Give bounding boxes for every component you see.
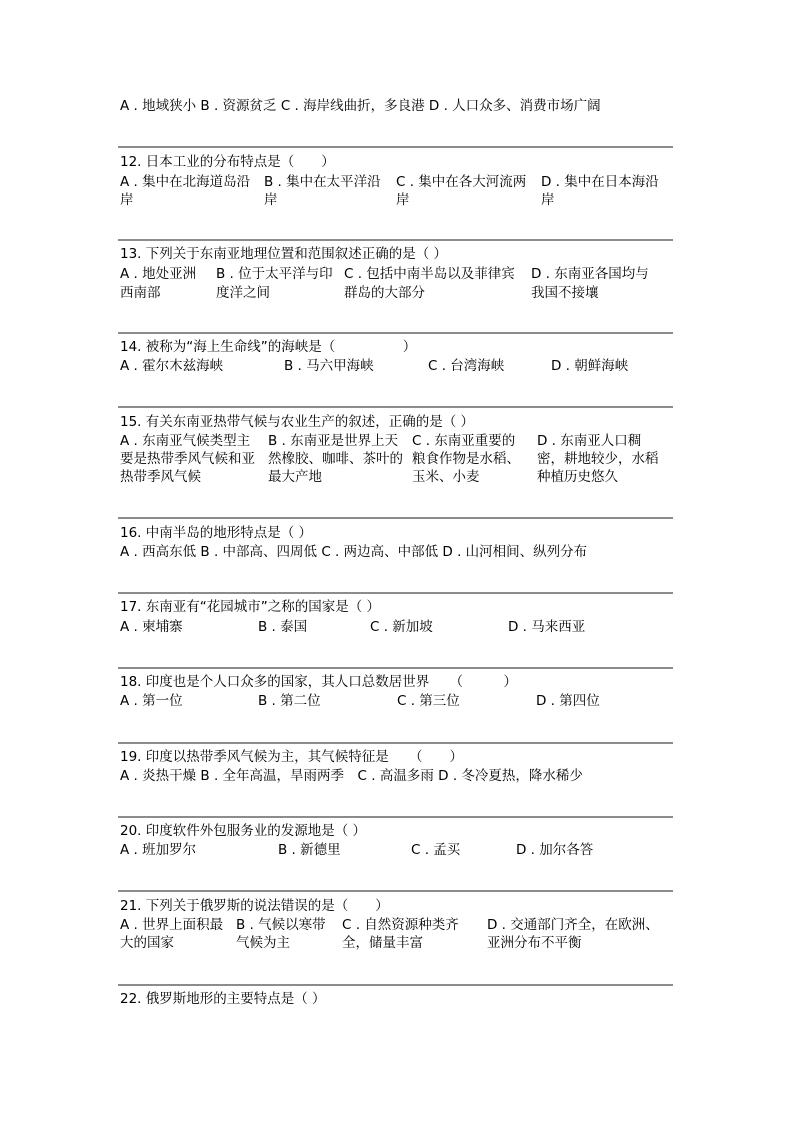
separator bbox=[118, 146, 673, 148]
q13-stem: 13. 下列关于东南亚地理位置和范围叙述正确的是（ ） bbox=[120, 246, 448, 262]
q12-option-b: B . 集中在太平洋沿 bbox=[264, 174, 381, 190]
q14-option-b: B . 马六甲海峡 bbox=[284, 358, 374, 374]
q17-option-d: D . 马来西亚 bbox=[508, 619, 586, 635]
q18-option-d: D . 第四位 bbox=[536, 693, 600, 709]
separator bbox=[118, 517, 673, 519]
q17-option-b: B . 泰国 bbox=[258, 619, 308, 635]
q21-option-d: D . 交通部门齐全，在欧洲、 bbox=[487, 917, 659, 933]
q12-option-d: D . 集中在日本海沿 bbox=[541, 174, 659, 190]
q12-option-a: A . 集中在北海道岛沿 bbox=[120, 174, 251, 190]
q21-option-a-cont: 大的国家 bbox=[120, 935, 174, 951]
q21-option-c: C . 自然资源种类齐 bbox=[342, 917, 459, 933]
q12-option-a-cont: 岸 bbox=[120, 192, 134, 208]
q12-option-d-cont: 岸 bbox=[541, 192, 555, 208]
separator bbox=[118, 239, 673, 241]
q17-option-c: C . 新加坡 bbox=[370, 619, 433, 635]
q16-options: A . 西高东低 B . 中部高、四周低 C . 两边高、中部低 D . 山河相间、纵列分布 bbox=[120, 544, 588, 560]
q16-stem: 16. 中南半岛的地形特点是（ ） bbox=[120, 525, 313, 541]
q21-stem: 21. 下列关于俄罗斯的说法错误的是（ ） bbox=[120, 898, 389, 914]
q15-option-c-cont: 粮食作物是水稻、 bbox=[412, 451, 520, 467]
q19-stem: 19. 印度以热带季风气候为主，其气候特征是 （ ） bbox=[120, 749, 464, 765]
separator bbox=[118, 984, 673, 986]
q12-option-c-cont: 岸 bbox=[396, 192, 410, 208]
q18-option-a: A . 第一位 bbox=[120, 693, 183, 709]
q13-option-d-cont: 我国不接壤 bbox=[531, 285, 599, 301]
q12-option-b-cont: 岸 bbox=[264, 192, 278, 208]
q20-option-d: D . 加尔各答 bbox=[516, 842, 594, 858]
q15-option-a: A . 东南亚气候类型主 bbox=[120, 433, 251, 449]
q15-option-a-cont2: 热带季风气候 bbox=[120, 469, 201, 485]
q11-options: A . 地域狭小 B . 资源贫乏 C . 海岸线曲折，多良港 D . 人口众多、消费市场广阔 bbox=[120, 98, 601, 114]
q18-stem: 18. 印度也是个人口众多的国家，其人口总数居世界 （ ） bbox=[120, 674, 518, 690]
separator bbox=[118, 332, 673, 334]
q15-option-b: B . 东南亚是世界上天 bbox=[268, 433, 399, 449]
separator bbox=[118, 742, 673, 744]
q15-option-d: D . 东南亚人口稠 bbox=[537, 433, 642, 449]
q21-option-a: A . 世界上面积最 bbox=[120, 917, 224, 933]
q14-stem: 14. 被称为“海上生命线”的海峡是（ ） bbox=[120, 339, 417, 355]
q15-option-b-cont2: 最大产地 bbox=[268, 469, 322, 485]
q15-option-b-cont: 然橡胶、咖啡、茶叶的 bbox=[268, 451, 403, 467]
q15-stem: 15. 有关东南亚热带气候与农业生产的叙述，正确的是（ ） bbox=[120, 414, 475, 430]
q13-option-a: A . 地处亚洲 bbox=[120, 266, 197, 282]
q15-option-c: C . 东南亚重要的 bbox=[412, 433, 516, 449]
q15-option-d-cont: 密，耕地较少，水稻 bbox=[537, 451, 659, 467]
q13-option-a-cont: 西南部 bbox=[120, 285, 161, 301]
separator bbox=[118, 890, 673, 892]
q17-option-a: A . 柬埔寨 bbox=[120, 619, 183, 635]
q14-option-c: C . 台湾海峡 bbox=[428, 358, 505, 374]
q14-option-d: D . 朝鲜海峡 bbox=[551, 358, 629, 374]
q12-option-c: C . 集中在各大河流两 bbox=[396, 174, 527, 190]
q13-option-c-cont: 群岛的大部分 bbox=[344, 285, 425, 301]
q15-option-a-cont: 要是热带季风气候和亚 bbox=[120, 451, 255, 467]
q14-option-a: A . 霍尔木兹海峡 bbox=[120, 358, 224, 374]
separator bbox=[118, 667, 673, 669]
q15-option-d-cont2: 种植历史悠久 bbox=[537, 469, 618, 485]
q20-option-a: A . 班加罗尔 bbox=[120, 842, 197, 858]
q20-option-b: B . 新德里 bbox=[278, 842, 341, 858]
q13-option-d: D . 东南亚各国均与 bbox=[531, 266, 649, 282]
q20-stem: 20. 印度软件外包服务业的发源地是（ ） bbox=[120, 823, 367, 839]
q21-option-b: B . 气候以寒带 bbox=[236, 917, 326, 933]
q12-stem: 12. 日本工业的分布特点是（ ） bbox=[120, 154, 335, 170]
q13-option-b: B . 位于太平洋与印 bbox=[216, 266, 333, 282]
q22-stem: 22. 俄罗斯地形的主要特点是（ ） bbox=[120, 991, 326, 1007]
q21-option-b-cont: 气候为主 bbox=[236, 935, 290, 951]
q19-options: A . 炎热干燥 B . 全年高温，旱雨两季 C . 高温多雨 D . 冬冷夏热，降水稀少 bbox=[120, 768, 583, 784]
separator bbox=[118, 816, 673, 818]
q15-option-c-cont2: 玉米、小麦 bbox=[412, 469, 480, 485]
q17-stem: 17. 东南亚有“花园城市”之称的国家是（ ） bbox=[120, 599, 381, 615]
q21-option-d-cont: 亚洲分布不平衡 bbox=[487, 935, 582, 951]
q20-option-c: C . 孟买 bbox=[411, 842, 461, 858]
q18-option-b: B . 第二位 bbox=[258, 693, 321, 709]
q18-option-c: C . 第三位 bbox=[397, 693, 460, 709]
q13-option-c: C . 包括中南半岛以及菲律宾 bbox=[344, 266, 515, 282]
q21-option-c-cont: 全，储量丰富 bbox=[342, 935, 423, 951]
q13-option-b-cont: 度洋之间 bbox=[216, 285, 270, 301]
separator bbox=[118, 406, 673, 408]
separator bbox=[118, 592, 673, 594]
